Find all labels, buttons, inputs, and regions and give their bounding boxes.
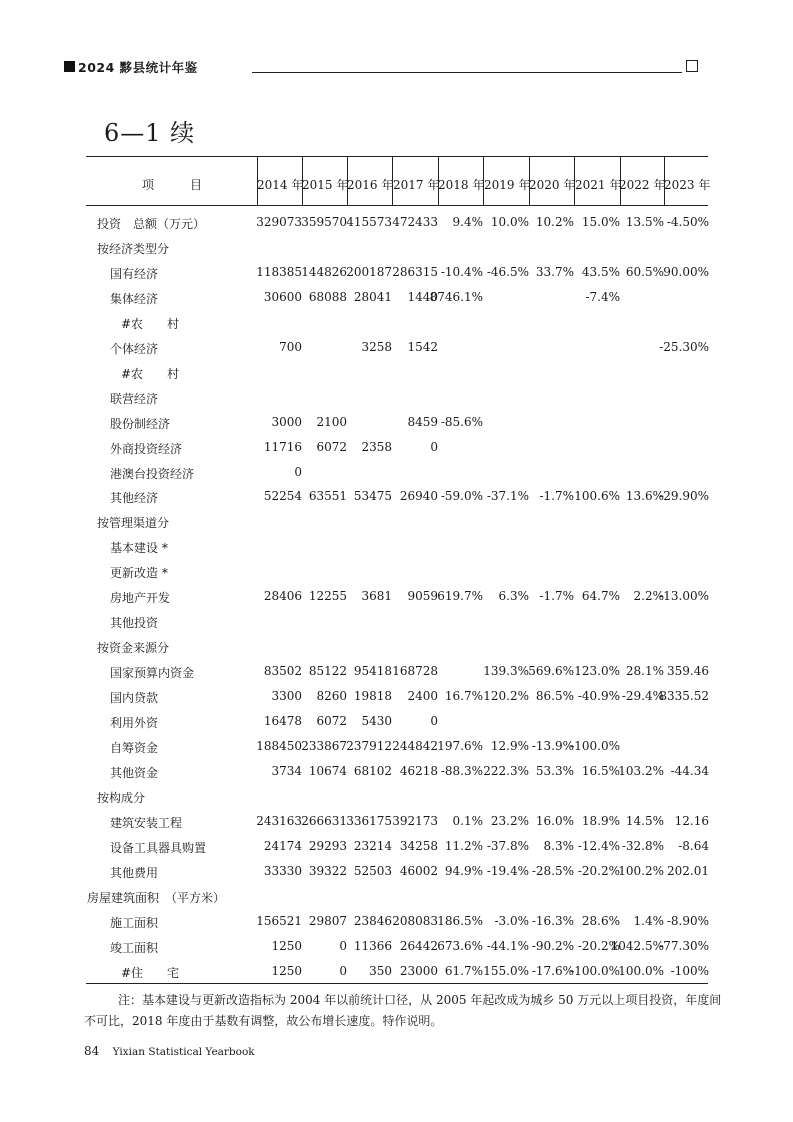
row-value: -90.2% <box>531 938 574 953</box>
row-value: 11716 <box>263 439 302 454</box>
row-value: -19.4% <box>486 863 529 878</box>
row-value: 63551 <box>308 489 347 504</box>
row-value: -10.4% <box>440 264 483 279</box>
running-header <box>64 60 700 74</box>
row-value: 13.5% <box>625 215 664 229</box>
row-value: 15.0% <box>581 215 620 229</box>
row-value: 23000 <box>399 963 438 978</box>
column-header-item: 项 目 <box>142 178 203 192</box>
row-value: 156521 <box>256 913 302 928</box>
row-label: 利用外资 <box>110 716 159 730</box>
row-value: 61.7% <box>444 963 483 978</box>
column-header-year: 2016 年 <box>347 178 394 192</box>
row-value: 222.3% <box>483 763 529 778</box>
row-value: 68102 <box>353 763 392 778</box>
row-value: 243163 <box>256 813 302 828</box>
row-value: 52503 <box>353 863 392 878</box>
column-header-year: 2017 年 <box>393 178 440 192</box>
row-value: 100.2% <box>618 863 664 878</box>
header-box-mark <box>686 60 698 72</box>
row-value: -13.00% <box>659 589 709 604</box>
row-value: 103.2% <box>618 763 664 778</box>
row-value: 1042.5% <box>610 938 664 953</box>
row-value: 8746.1% <box>429 289 483 304</box>
row-value: 1542 <box>407 339 438 354</box>
row-value: 33330 <box>263 863 302 878</box>
row-value: -100% <box>670 963 709 978</box>
row-label: 施工面积 <box>110 915 159 930</box>
row-value: 8459 <box>407 414 438 429</box>
row-value: 120.2% <box>483 689 529 704</box>
row-value: 12255 <box>308 589 347 604</box>
row-value: 90.00% <box>663 264 709 279</box>
row-value: 359.46 <box>667 664 709 679</box>
row-value: 1250 <box>271 963 302 978</box>
row-value: -85.6% <box>440 414 483 429</box>
row-label: 国家预算内资金 <box>110 666 195 681</box>
row-value: -44.34 <box>670 763 709 778</box>
row-value: 237912 <box>346 738 392 753</box>
row-value: -20.2% <box>577 938 620 953</box>
row-label: 国内贷款 <box>110 691 159 706</box>
column-header-year: 2022 年 <box>619 178 666 192</box>
table-top-rule <box>86 156 708 157</box>
row-label: #住 宅 <box>121 965 180 980</box>
row-value: 83502 <box>263 664 302 679</box>
row-label: 股份制经济 <box>110 416 171 431</box>
row-value: 28041 <box>353 289 392 304</box>
row-value: 472433 <box>392 215 438 229</box>
row-value: 0 <box>339 963 347 978</box>
row-value: 1250 <box>271 938 302 953</box>
row-value: 9059 <box>407 589 438 604</box>
row-value: 30600 <box>263 289 302 304</box>
column-header-year: 2023 年 <box>664 178 711 192</box>
row-value: 8.3% <box>543 838 574 853</box>
row-label: 国有经济 <box>110 266 159 281</box>
row-value: 700 <box>279 339 302 354</box>
row-label: 基本建设 * <box>110 541 168 556</box>
header-rule <box>252 72 682 73</box>
row-value: 23.2% <box>490 813 529 828</box>
row-value: -100.0% <box>570 963 620 978</box>
row-value: 10.0% <box>490 215 529 229</box>
row-label: #农 村 <box>121 316 180 331</box>
row-value: 3258 <box>361 339 392 354</box>
page-footer <box>84 1044 255 1058</box>
row-value: -32.8% <box>621 838 664 853</box>
row-value: 64.7% <box>581 589 620 604</box>
row-label: 港澳台投资经济 <box>110 466 195 481</box>
row-label: 按构成分 <box>97 790 146 805</box>
row-value: 2100 <box>316 414 347 429</box>
row-value: -1.7% <box>539 489 574 504</box>
row-value: 68088 <box>308 289 347 304</box>
row-value: 202.01 <box>667 863 709 878</box>
row-value: 34258 <box>399 838 438 853</box>
column-header-year: 2019 年 <box>484 178 531 192</box>
row-label: 投资 总额（万元） <box>97 217 206 231</box>
row-value: 16.5% <box>581 763 620 778</box>
row-value: -37.1% <box>486 489 529 504</box>
row-label: 个体经济 <box>110 341 159 356</box>
row-value: 16.7% <box>444 689 483 704</box>
row-value: -13.9% <box>531 738 574 753</box>
row-value: -12.4% <box>577 838 620 853</box>
row-value: 123.0% <box>574 664 620 679</box>
row-value: -1.7% <box>539 589 574 604</box>
row-label: 设备工具器具购置 <box>110 840 207 855</box>
row-value: 28406 <box>263 589 302 604</box>
row-value: -4.50% <box>666 215 709 229</box>
row-label: 房地产开发 <box>110 591 171 606</box>
row-value: 3000 <box>271 414 302 429</box>
row-label: 外商投资经济 <box>110 441 183 456</box>
row-value: -17.6% <box>531 963 574 978</box>
row-value: 2400 <box>407 689 438 704</box>
row-value: 29293 <box>308 838 347 853</box>
row-value: 16.0% <box>535 813 574 828</box>
row-value: 52254 <box>263 489 302 504</box>
row-value: -37.8% <box>486 838 529 853</box>
row-label: 自筹资金 <box>110 740 159 755</box>
row-label: 按管理渠道分 <box>97 516 170 531</box>
table-header-rule <box>86 205 708 206</box>
row-value: -46.5% <box>486 264 529 279</box>
row-label: 竣工面积 <box>110 940 159 955</box>
row-value: 60.5% <box>625 264 664 279</box>
row-value: 26442 <box>399 938 438 953</box>
row-value: 2358 <box>361 439 392 454</box>
row-value: -16.3% <box>531 913 574 928</box>
row-value: 53.3% <box>535 763 574 778</box>
row-value: 39322 <box>308 863 347 878</box>
row-value: 244842 <box>392 738 438 753</box>
row-value: 3734 <box>271 763 302 778</box>
row-value: 23214 <box>353 838 392 853</box>
row-value: 6.3% <box>498 589 529 604</box>
row-value: -29.4% <box>621 689 664 704</box>
row-value: 9.4% <box>452 215 483 229</box>
row-value: 415573 <box>346 215 392 229</box>
row-value: 95418 <box>353 664 392 679</box>
row-value: 86.5% <box>535 689 574 704</box>
row-value: -29.90% <box>659 489 709 504</box>
row-value: 0 <box>430 714 438 728</box>
row-value: 392173 <box>392 813 438 828</box>
row-value: 336175 <box>346 813 392 828</box>
row-label: 其他资金 <box>110 765 159 780</box>
row-value: 233867 <box>301 738 347 753</box>
row-value: -8.90% <box>666 913 709 928</box>
row-value: 266631 <box>301 813 347 828</box>
row-value: 8260 <box>316 689 347 704</box>
row-value: 100.0% <box>618 963 664 978</box>
row-value: 0 <box>430 439 438 454</box>
row-value: 0 <box>339 938 347 953</box>
row-value: 13.6% <box>625 489 664 504</box>
row-label: 联营经济 <box>110 391 159 406</box>
row-value: 16478 <box>263 714 302 728</box>
row-value: 18.9% <box>581 813 620 828</box>
row-value: 6072 <box>316 714 347 728</box>
row-value: 10.2% <box>535 215 574 229</box>
row-value: 350 <box>369 963 392 978</box>
row-value: 28.6% <box>581 913 620 928</box>
row-value: 10674 <box>308 763 347 778</box>
row-value: 8335.52 <box>659 689 709 704</box>
row-value: 144826 <box>301 264 347 279</box>
row-value: 12.16 <box>674 813 709 828</box>
row-label: 其他费用 <box>110 865 159 880</box>
row-label: 按资金来源分 <box>97 641 170 656</box>
row-value: 286315 <box>392 264 438 279</box>
row-value: -77.30% <box>659 938 709 953</box>
row-value: 188450 <box>256 738 302 753</box>
row-value: 673.6% <box>437 938 483 953</box>
row-value: -25.30% <box>659 339 709 354</box>
row-value: 155.0% <box>483 963 529 978</box>
row-value: 197.6% <box>437 738 483 753</box>
row-value: 29807 <box>308 913 347 928</box>
row-value: 0 <box>294 464 302 479</box>
row-value: -7.4% <box>585 289 620 304</box>
row-value: 85122 <box>308 664 347 679</box>
row-value: -59.0% <box>440 489 483 504</box>
table-note: 注：基本建设与更新改造指标为 2004 年以前统计口径，从 2005 年起改成为城乡 50 万元以上项目投资，年度间不可比，2018 年度由于基数有调整，故公布增长速度。特作说明。 <box>84 993 722 1028</box>
row-value: -88.3% <box>440 763 483 778</box>
column-header-year: 2015 年 <box>302 178 349 192</box>
row-value: 1440 <box>407 289 438 304</box>
row-label: 按经济类型分 <box>97 241 170 256</box>
row-value: -100.0% <box>570 738 620 753</box>
row-value: 19818 <box>353 689 392 704</box>
row-value: 6072 <box>316 439 347 454</box>
row-value: 100.6% <box>574 489 620 504</box>
column-header-year: 2018 年 <box>438 178 485 192</box>
row-value: 46218 <box>399 763 438 778</box>
book-name: Yixian Statistical Yearbook <box>112 1046 255 1058</box>
row-value: 139.3% <box>483 664 529 679</box>
row-value: 168728 <box>392 664 438 679</box>
header-title: 2024 黟县统计年鉴 <box>78 60 198 75</box>
row-value: 11366 <box>353 938 392 953</box>
header-square-mark <box>64 61 75 72</box>
row-value: 46002 <box>399 863 438 878</box>
row-label: 房屋建筑面积 （平方米） <box>87 890 226 905</box>
column-header-year: 2021 年 <box>575 178 622 192</box>
row-value: 359570 <box>301 215 347 229</box>
table-bottom-rule <box>86 983 708 984</box>
row-value: 200187 <box>346 264 392 279</box>
row-value: 569.6% <box>528 664 574 679</box>
row-value: 24174 <box>263 838 302 853</box>
row-value: -3.0% <box>494 913 529 928</box>
column-header-year: 2020 年 <box>529 178 576 192</box>
row-value: 23846 <box>353 913 392 928</box>
row-value: 208083 <box>392 913 438 928</box>
row-value: 329073 <box>256 215 302 229</box>
row-value: -40.9% <box>577 689 620 704</box>
row-value: 0.1% <box>452 813 483 828</box>
row-label: 其他投资 <box>110 616 159 631</box>
row-label: 其他经济 <box>110 491 159 506</box>
row-value: 5430 <box>361 714 392 728</box>
row-value: 33.7% <box>535 264 574 279</box>
row-value: 53475 <box>353 489 392 504</box>
table-title: 6—1 续 <box>104 119 196 147</box>
row-value: 2.2% <box>633 589 664 604</box>
row-value: -8.64 <box>678 838 709 853</box>
row-value: 3300 <box>271 689 302 704</box>
row-value: 43.5% <box>581 264 620 279</box>
row-value: -20.2% <box>577 863 620 878</box>
row-value: 619.7% <box>437 589 483 604</box>
row-value: 14.5% <box>625 813 664 828</box>
row-value: 26940 <box>399 489 438 504</box>
row-value: 1.4% <box>633 913 664 928</box>
row-value: -44.1% <box>486 938 529 953</box>
row-value: -28.5% <box>531 863 574 878</box>
row-value: 94.9% <box>444 863 483 878</box>
row-value: 118385 <box>256 264 302 279</box>
row-label: 更新改造 * <box>110 566 168 581</box>
row-label: #农 村 <box>121 366 180 381</box>
row-value: 3681 <box>361 589 392 604</box>
row-label: 建筑安装工程 <box>110 815 183 830</box>
row-label: 集体经济 <box>110 291 159 306</box>
row-value: 186.5% <box>437 913 483 928</box>
page-number: 84 <box>84 1044 100 1058</box>
row-value: 11.2% <box>444 838 483 853</box>
row-value: 12.9% <box>490 738 529 753</box>
row-value: 28.1% <box>625 664 664 679</box>
column-header-year: 2014 年 <box>257 178 304 192</box>
